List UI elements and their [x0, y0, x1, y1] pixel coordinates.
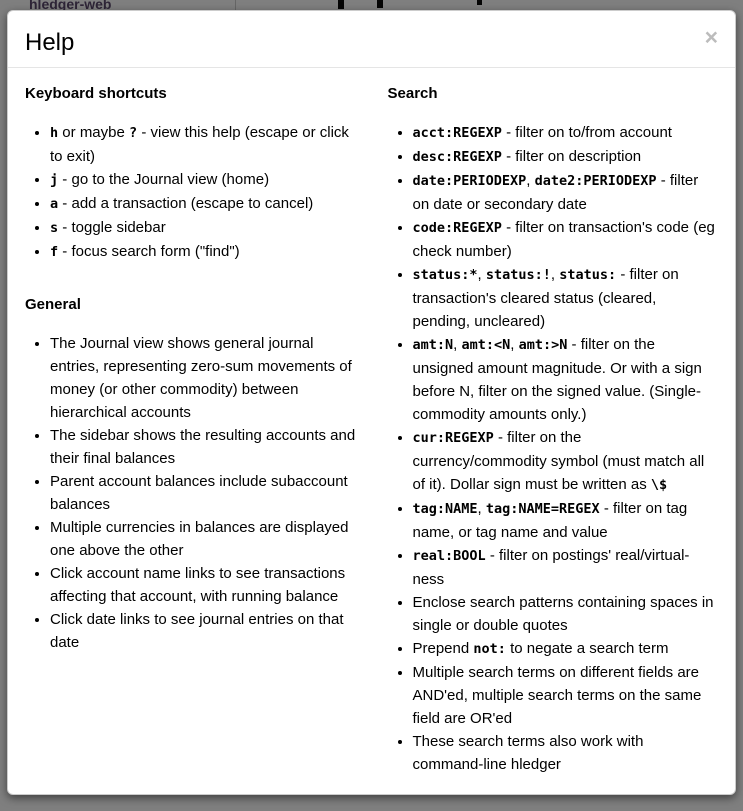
code-term: \$: [650, 477, 668, 493]
code-term: status:: [559, 267, 617, 283]
code-term: status:!: [485, 267, 551, 283]
section-heading: General: [25, 296, 81, 313]
modal-body: [8, 68, 735, 801]
code-term: cur:REGEXP: [412, 430, 494, 446]
list-item: • h or maybe ? - view this help (escape or click to exit): [50, 121, 358, 168]
list-item: • acct:REGEXP - filter on to/from account: [413, 121, 719, 145]
list-item: • Click account name links to see transactions affecting that account, with running balance: [50, 562, 358, 608]
section-heading: Search: [387, 85, 438, 102]
list-item: • desc:REGEXP - filter on description: [413, 145, 719, 169]
list-item: • f - focus search form ("find"): [50, 240, 358, 264]
list-item: • tag:NAME, tag:NAME=REGEX - filter on tag name, or tag name and value: [413, 497, 719, 544]
list-item: • The Journal view shows general journal entries, representing zero-sum movements of money (or other commodity) between hierarchical accounts: [50, 332, 358, 424]
code-term: h: [50, 125, 59, 141]
code-term: ?: [129, 125, 138, 141]
list-item: • The sidebar shows the resulting accounts and their final balances: [50, 424, 358, 470]
list-item: • Multiple search terms on different fields are AND'ed, multiple search terms on the same field are OR'ed: [413, 661, 719, 730]
code-term: amt:N: [412, 337, 454, 353]
code-term: tag:NAME: [412, 501, 478, 517]
list-item: • Enclose search patterns containing spaces in single or double quotes: [413, 591, 719, 637]
code-term: real:BOOL: [412, 548, 486, 564]
code-term: a: [50, 196, 59, 212]
code-term: date2:PERIODEXP: [534, 173, 657, 189]
help-list: [388, 121, 719, 776]
code-term: tag:NAME=REGEX: [485, 501, 600, 517]
list-item: • These search terms also work with command-line hledger: [413, 730, 719, 776]
modal-header: [8, 11, 735, 68]
code-term: amt:<N: [461, 337, 511, 353]
list-item: • a - add a transaction (escape to cancel): [50, 192, 358, 216]
code-term: desc:REGEXP: [412, 149, 502, 165]
list-item: • Prepend not: to negate a search term: [413, 637, 719, 661]
list-item: • code:REGEXP - filter on transaction's code (eg check number): [413, 216, 719, 263]
list-item: • date:PERIODEXP, date2:PERIODEXP - filter on date or secondary date: [413, 169, 719, 216]
help-modal: [7, 10, 736, 795]
list-item: • cur:REGEXP - filter on the currency/commodity symbol (must match all of it). Dollar sign must be written as \$: [413, 426, 719, 497]
code-term: f: [50, 244, 59, 260]
list-item: • amt:N, amt:<N, amt:>N - filter on the unsigned amount magnitude. Or with a sign before N, filter on the signed value. (Single-commodity amounts only.): [413, 333, 719, 426]
code-term: amt:>N: [518, 337, 568, 353]
list-item: • Parent account balances include subaccount balances: [50, 470, 358, 516]
left-column: [25, 83, 372, 786]
close-icon[interactable]: ×: [704, 24, 718, 50]
code-term: not:: [473, 641, 506, 657]
code-term: j: [50, 172, 59, 188]
section-heading: Keyboard shortcuts: [25, 85, 167, 102]
help-list: [25, 332, 358, 654]
list-item: • j - go to the Journal view (home): [50, 168, 358, 192]
code-term: s: [50, 220, 59, 236]
code-term: code:REGEXP: [412, 220, 502, 236]
list-item: • s - toggle sidebar: [50, 216, 358, 240]
list-item: • status:*, status:!, status: - filter on transaction's cleared status (cleared, pending, uncleared): [413, 263, 719, 333]
list-item: • real:BOOL - filter on postings' real/virtual-ness: [413, 544, 719, 591]
code-term: acct:REGEXP: [412, 125, 502, 141]
help-list: [25, 121, 358, 264]
code-term: status:*: [412, 267, 478, 283]
code-term: date:PERIODEXP: [412, 173, 527, 189]
right-column: [372, 83, 719, 786]
list-item: • Multiple currencies in balances are displayed one above the other: [50, 516, 358, 562]
modal-title: Help: [25, 29, 75, 56]
list-item: • Click date links to see journal entries on that date: [50, 608, 358, 654]
